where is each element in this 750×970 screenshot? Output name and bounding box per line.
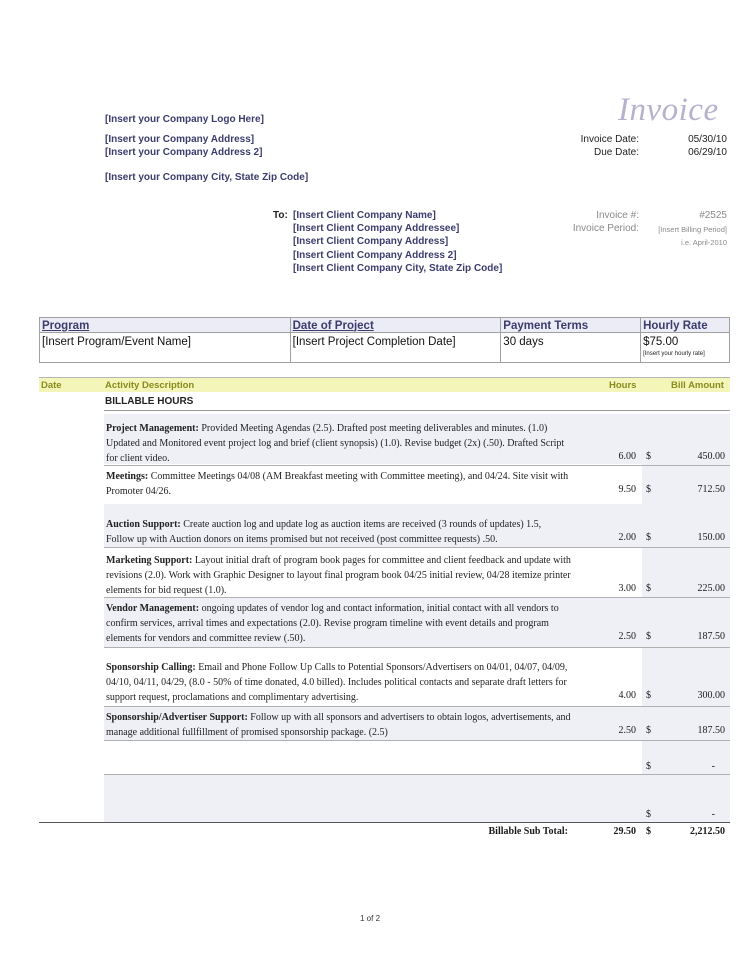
currency-symbol: $ [646,826,651,837]
line-item-amount: 712.50 [697,484,725,495]
subtotal-hours: 29.50 [613,826,636,837]
line-item-text: Follow up with all sponsors and advertisers to obtain logos, advertisements, and manage additional fullfillment of promised sponsorship package. (2.5) [106,712,571,738]
line-item-amount: 225.00 [697,583,725,594]
line-item-text: Committee Meetings 04/08 (AM Breakfast meeting with Committee meeting), and 04/24. Site visit with Promoter 04/26. [106,471,569,497]
line-item-description [106,601,571,646]
row-rule [104,740,730,741]
line-item-hours: 2.00 [618,532,636,543]
line-item-amount: 187.50 [697,631,725,642]
invoice-number-label: Invoice #: [596,210,639,221]
line-item-hours: 9.50 [618,484,636,495]
line-item-title: Project Management: [106,423,199,434]
line-item-text: ongoing updates of vendor log and contact information, initial contact with all vendors to confirm services, arrival times and expectations (2.0). Revise program timeline with event details and program elements for vendors and committee review (.50). [106,603,559,644]
line-item-amount: 187.50 [697,725,725,736]
billable-hours-heading: BILLABLE HOURS [105,396,194,407]
date-of-project-header: Date of Project [290,318,501,333]
client-line-4: [Insert Client Company Address 2] [293,250,457,261]
row-rule [104,647,730,648]
activity-header-band [39,377,730,392]
client-line-1: [Insert Client Company Name] [293,210,436,221]
hourly-rate-note: [Insert your hourly rate] [643,351,705,357]
line-item-description [106,517,571,547]
subtotal-amount: 2,212.50 [690,826,725,837]
program-header: Program [40,318,291,333]
subtotal-label: Billable Sub Total: [488,826,568,837]
invoice-period-example: i.e. April-2010 [681,238,727,247]
currency-symbol: $ [646,809,651,820]
client-line-5: [Insert Client Company City, State Zip Code] [293,263,503,274]
row-rule [104,597,730,598]
line-item-description [106,421,571,466]
row-rule [104,706,730,707]
row-rule [104,465,730,466]
currency-symbol: $ [646,761,651,772]
invoice-period-value: [Insert Billing Period] [658,225,727,234]
line-item-description [106,469,571,499]
invoice-date-label: Invoice Date: [580,134,639,145]
currency-symbol: $ [646,631,651,642]
row-shade-9 [104,774,730,822]
line-item-title: Sponsorship/Advertiser Support: [106,712,248,723]
currency-symbol: $ [646,583,651,594]
currency-symbol: $ [646,532,651,543]
line-item-text: Create auction log and update log as auction items are received (3 rounds of updates) 1.5, Follow up with Auction donors on items promised but not received (post committee requests) .50. [106,519,542,545]
total-rule [39,822,730,823]
due-date-label: Due Date: [593,147,639,158]
invoice-date-value: 05/30/10 [688,134,727,145]
currency-symbol: $ [646,690,651,701]
line-item-hours: 2.50 [618,631,636,642]
currency-symbol: $ [646,725,651,736]
to-label: To: [273,210,288,221]
currency-symbol: $ [646,451,651,462]
date-column-header: Date [41,380,62,391]
row-rule [104,547,730,548]
line-item-title: Auction Support: [106,519,181,530]
line-item-description [106,660,571,705]
company-logo-placeholder: [Insert your Company Logo Here] [105,114,264,125]
due-date-value: 06/29/10 [688,147,727,158]
invoice-period-label: Invoice Period: [572,223,639,234]
line-item-amount: 150.00 [697,532,725,543]
line-item-text: Layout initial draft of program book pages for committee and client feedback and update with revisions (2.0). Work with Graphic Designer to layout final program book 04/25 initial review, 04/28 itemize printer elements for bid request (1.0). [106,555,571,596]
client-line-3: [Insert Client Company Address] [293,236,449,247]
line-item-amount: - [711,809,715,820]
line-item-hours: 3.00 [618,583,636,594]
hourly-rate-cell [641,333,730,363]
row-rule [104,774,730,775]
line-item-text: Provided Meeting Agendas (2.5). Drafted post meeting deliverables and minutes. (1.0) Updated and Monitored event project log and brief (client synopsis) (1.0). Revise budget (2x) (.50). Drafted Script for client video. [106,423,565,464]
line-item-title: Marketing Support: [106,555,193,566]
line-item-hours: 4.00 [618,690,636,701]
client-line-2: [Insert Client Company Addressee] [293,223,460,234]
line-item-title: Meetings: [106,471,149,482]
line-item-amount: 300.00 [697,690,725,701]
hourly-rate-value: $75.00 [643,336,679,348]
project-completion-date: [Insert Project Completion Date] [290,333,501,363]
company-address-2: [Insert your Company Address 2] [105,147,263,158]
hours-column-header: Hours [609,380,637,391]
line-item-description [106,553,571,598]
payment-terms-header: Payment Terms [501,318,641,333]
company-city: [Insert your Company City, State Zip Code] [105,172,309,183]
activity-description-header: Activity Description [105,380,195,391]
line-item-amount: 450.00 [697,451,725,462]
program-table [39,317,730,363]
page-number: 1 of 2 [360,914,381,923]
currency-symbol: $ [646,484,651,495]
payment-terms-value: 30 days [501,333,641,363]
line-item-hours: 6.00 [618,451,636,462]
line-item-title: Sponsorship Calling: [106,662,196,673]
line-item-text: Email and Phone Follow Up Calls to Potential Sponsors/Advertisers on 04/01, 04/07, 04/09, 04/10, 04/11, 04/29, (8.0 - 50% of time donated, 4.0 billed). Includes political contacts and separate draft letters for support request, proclamations and complimentary advertising. [106,662,568,703]
line-item-amount: - [711,761,715,772]
hourly-rate-header: Hourly Rate [641,318,730,333]
bill-amount-column-header: Bill Amount [671,380,724,391]
line-item-hours: 2.50 [618,725,636,736]
section-rule [104,410,730,411]
line-item-title: Vendor Management: [106,603,200,614]
company-address-1: [Insert your Company Address] [105,134,255,145]
invoice-title: Invoice [618,92,719,128]
invoice-number-value: #2525 [699,210,727,221]
program-name: [Insert Program/Event Name] [40,333,291,363]
line-item-description [106,710,571,740]
